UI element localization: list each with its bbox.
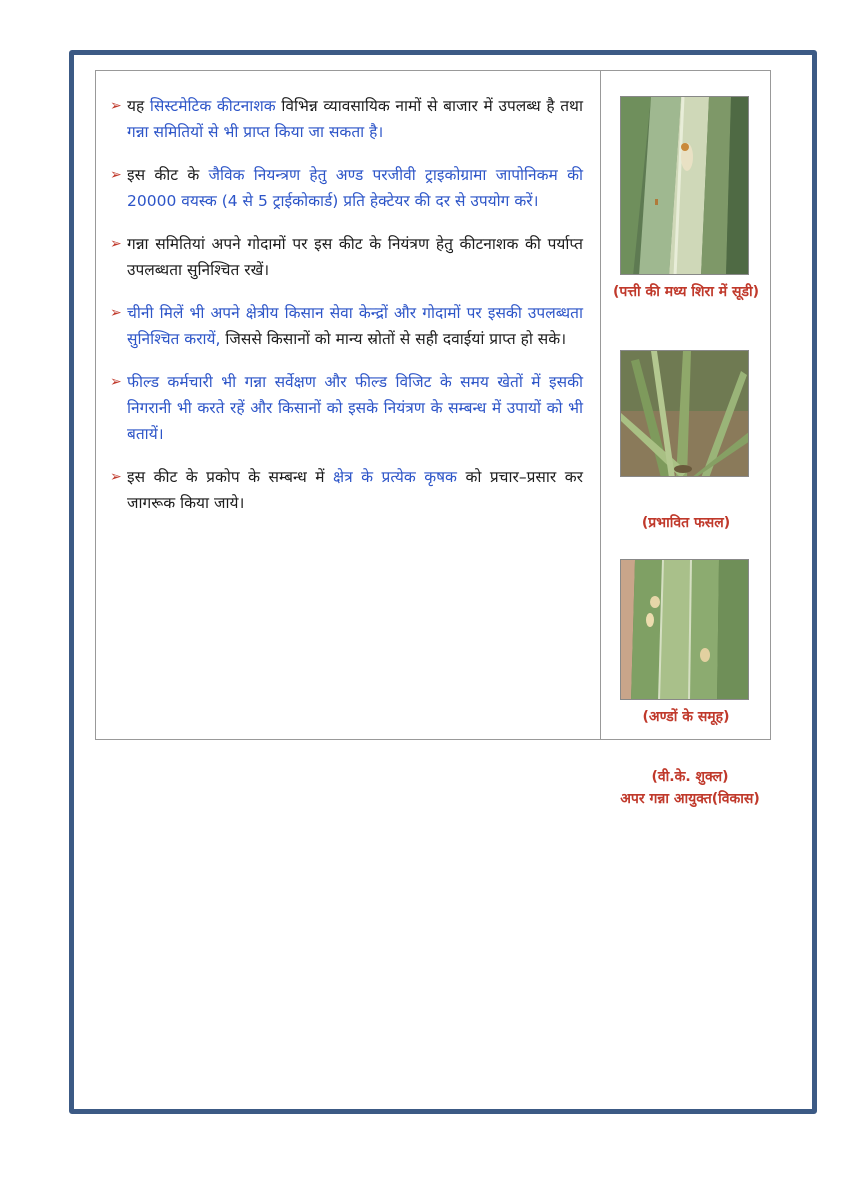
arrow-bullet-icon: ➢ (110, 236, 122, 252)
leaf-midrib-photo (620, 96, 749, 275)
photo1-caption: (पत्ती की मध्य शिरा में सूडी) (612, 284, 759, 300)
photo2-caption: (प्रभावित फसल) (641, 515, 731, 531)
bullet-item (110, 369, 592, 447)
arrow-bullet-icon: ➢ (110, 374, 122, 390)
photo3-caption: (अण्डों के समूह) (642, 709, 730, 725)
plain-text: इस कीट के प्रकोप के सम्बन्ध में (127, 468, 333, 486)
affected-crop-image (621, 351, 749, 477)
plain-text: यह (127, 97, 150, 115)
bullet-item (110, 300, 592, 352)
bullet-text (127, 369, 583, 447)
egg-cluster-photo (620, 559, 749, 700)
highlighted-text: जैविक नियन्त्रण हेतु अण्ड परजीवी ट्राइकोग्रामा जापोनिकम की 20000 वयस्क (4 से 5 ट्राईकोकार्ड) प्रति हेक्टेयर की दर से उपयोग करें। (127, 166, 583, 210)
bullet-item (110, 162, 592, 214)
bullet-item (110, 93, 592, 145)
content-table (95, 70, 771, 740)
bullet-text (127, 300, 583, 352)
arrow-bullet-icon: ➢ (110, 98, 122, 114)
signatory-name: (वी.के. शुक्ल) (651, 769, 729, 785)
arrow-bullet-icon: ➢ (110, 305, 122, 321)
plain-text: जिससे किसानों को मान्य स्रोतों से सही दवाईयां प्राप्त हो सके। (220, 330, 567, 348)
bullet-list (96, 71, 601, 739)
bullet-text (127, 162, 583, 214)
highlighted-text: गन्ना समितियों से भी प्राप्त किया जा सकता है। (127, 123, 384, 141)
plain-text: विभिन्न व्यावसायिक नामों से बाजार में उपलब्ध है तथा (275, 97, 583, 115)
arrow-bullet-icon: ➢ (110, 167, 122, 183)
affected-crop-photo (620, 350, 749, 477)
signatory-designation: अपर गन्ना आयुक्त(विकास) (620, 791, 760, 807)
arrow-bullet-icon: ➢ (110, 469, 122, 485)
plain-text: को प्रचार–प्रसार कर जागरूक किया जाये। (127, 468, 583, 512)
plain-text: गन्ना समितियां अपने गोदामों पर इस कीट के नियंत्रण हेतु कीटनाशक की पर्याप्त उपलब्धता सुनिश्चित रखें। (127, 235, 583, 279)
bullet-text (127, 231, 583, 283)
egg-cluster-image (621, 560, 749, 700)
plain-text: इस कीट के (127, 166, 209, 184)
bullet-text (127, 464, 583, 516)
highlighted-text: चीनी मिलें भी अपने क्षेत्रीय किसान सेवा केन्द्रों और गोदामों पर इसकी उपलब्धता सुनिश्चित करायें, (127, 304, 583, 348)
bullet-item (110, 231, 592, 283)
highlighted-text: फील्ड कर्मचारी भी गन्ना सर्वेक्षण और फील्ड विजिट के समय खेतों में इसकी निगरानी भी करते रहें और किसानों को इसके नियंत्रण के सम्बन्ध में उपायों को भी बतायें। (127, 373, 583, 443)
highlighted-text: क्षेत्र के प्रत्येक कृषक (332, 468, 457, 486)
highlighted-text: सिस्टमेटिक कीटनाशक (149, 97, 276, 115)
bullet-text (127, 93, 583, 145)
bullet-item (110, 464, 592, 516)
leaf-midrib-image (621, 97, 749, 275)
photo-column (601, 71, 770, 739)
